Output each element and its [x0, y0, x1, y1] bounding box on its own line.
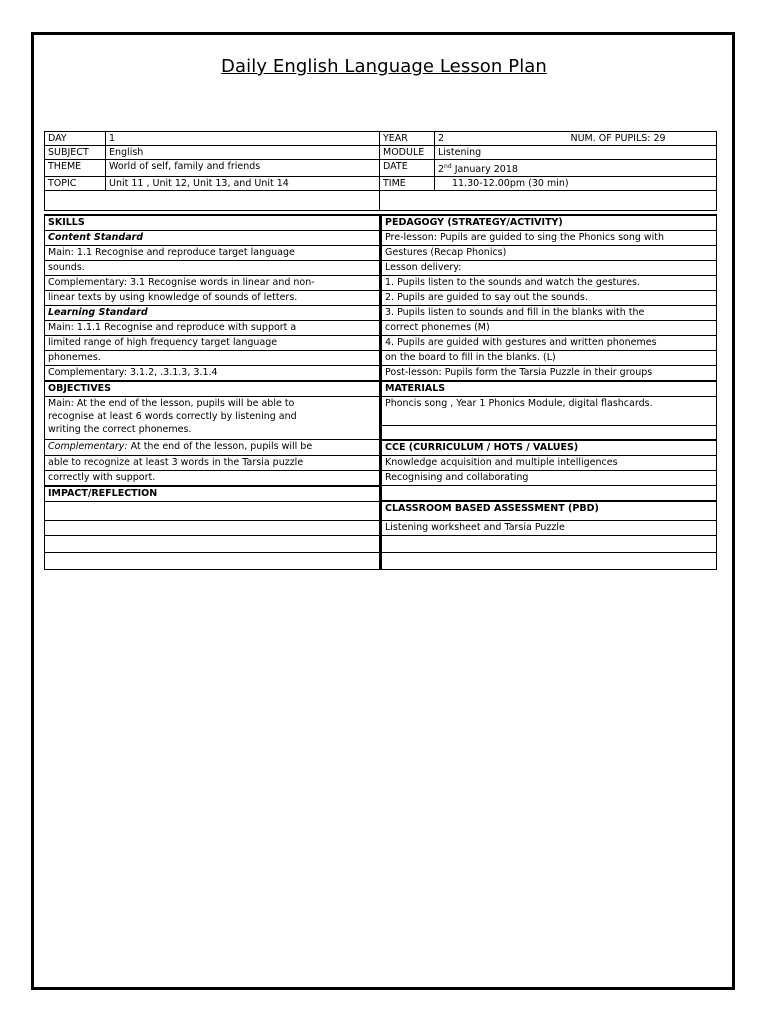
pbd-value: Listening worksheet and Tarsia Puzzle [381, 520, 717, 535]
cce-heading: CCE (CURRICULUM / HOTS / VALUES) [381, 440, 717, 456]
step-1: 1. Pupils listen to the sounds and watch the gestures. [381, 276, 717, 291]
materials-value: Phoncis song , Year 1 Phonics Module, digital flashcards. [382, 397, 716, 426]
cce-line2: Recognising and collaborating [381, 470, 717, 486]
info-row-topic [45, 177, 717, 191]
step-2: 2. Pupils are guided to say out the sounds. [381, 291, 717, 306]
theme-value: World of self, family and friends [106, 160, 380, 177]
year-cell [435, 132, 717, 146]
topic-value: Unit 11 , Unit 12, Unit 13, and Unit 14 [106, 177, 380, 191]
info-row-blank [45, 191, 717, 211]
day-value: 1 [106, 132, 380, 146]
module-label: MODULE [380, 146, 435, 160]
step-4-line1: 4. Pupils are guided with gestures and written phonemes [381, 336, 717, 351]
cce-line1: Knowledge acquisition and multiple intelligences [381, 455, 717, 470]
time-label: TIME [380, 177, 435, 191]
ls-complementary: Complementary: 3.1.2, .3.1.3, 3.1.4 [45, 366, 381, 382]
day-label: DAY [45, 132, 106, 146]
lesson-table [44, 214, 717, 570]
pre-lesson-line1: Pre-lesson: Pupils are guided to sing the Phonics song with [381, 231, 717, 246]
page-title: Daily English Language Lesson Plan [221, 56, 547, 77]
info-row-theme [45, 160, 717, 177]
materials-heading: MATERIALS [381, 381, 717, 397]
skills-heading: SKILLS [45, 215, 381, 231]
lesson-delivery-label: Lesson delivery: [381, 261, 717, 276]
cs-main-line1: Main: 1.1 Recognise and reproduce target language [45, 246, 381, 261]
step-3-line1: 3. Pupils listen to sounds and fill in the blanks with the [381, 306, 717, 321]
theme-label: THEME [45, 160, 106, 177]
module-value: Listening [435, 146, 717, 160]
date-value: 2nd January 2018 [435, 160, 717, 177]
info-row-day [45, 132, 717, 146]
time-value: 11.30-12.00pm (30 min) [435, 177, 717, 191]
cs-comp-line1: Complementary: 3.1 Recognise words in linear and non- [45, 276, 381, 291]
year-label: YEAR [380, 132, 435, 146]
step-4-line2: on the board to fill in the blanks. (L) [381, 351, 717, 366]
objectives-heading: OBJECTIVES [45, 381, 381, 397]
objective-comp-line2: able to recognize at least 3 words in the Tarsia puzzle [45, 455, 381, 470]
cs-main-line2: sounds. [45, 261, 381, 276]
pedagogy-heading: PEDAGOGY (STRATEGY/ACTIVITY) [381, 215, 717, 231]
subject-value: English [106, 146, 380, 160]
objective-main: Main: At the end of the lesson, pupils will be able to recognise at least 6 words correctly by listening and writing the correct phonemes. [45, 397, 381, 440]
learning-standard-heading: Learning Standard [45, 306, 381, 321]
ls-main-line2: limited range of high frequency target language [45, 336, 381, 351]
post-lesson: Post-lesson: Pupils form the Tarsia Puzzle in their groups [381, 366, 717, 382]
step-3-line2: correct phonemes (M) [381, 321, 717, 336]
pbd-heading: CLASSROOM BASED ASSESSMENT (PBD) [381, 501, 717, 520]
impact-heading: IMPACT/REFLECTION [45, 486, 381, 502]
date-label: DATE [380, 160, 435, 177]
topic-label: TOPIC [45, 177, 106, 191]
content-standard-heading: Content Standard [45, 231, 381, 246]
info-table [44, 131, 717, 211]
pre-lesson-line2: Gestures (Recap Phonics) [381, 246, 717, 261]
cs-comp-line2: linear texts by using knowledge of sounds of letters. [45, 291, 381, 306]
objective-comp-line1: Complementary: At the end of the lesson, pupils will be [45, 440, 381, 456]
num-pupils: NUM. OF PUPILS: 29 [570, 133, 666, 144]
ls-main-line1: Main: 1.1.1 Recognise and reproduce with support a [45, 321, 381, 336]
objective-comp-line3: correctly with support. [45, 470, 381, 486]
subject-label: SUBJECT [45, 146, 106, 160]
info-row-subject [45, 146, 717, 160]
materials-cell [381, 397, 717, 440]
year-value: 2 [438, 133, 445, 144]
ls-main-line3: phonemes. [45, 351, 381, 366]
